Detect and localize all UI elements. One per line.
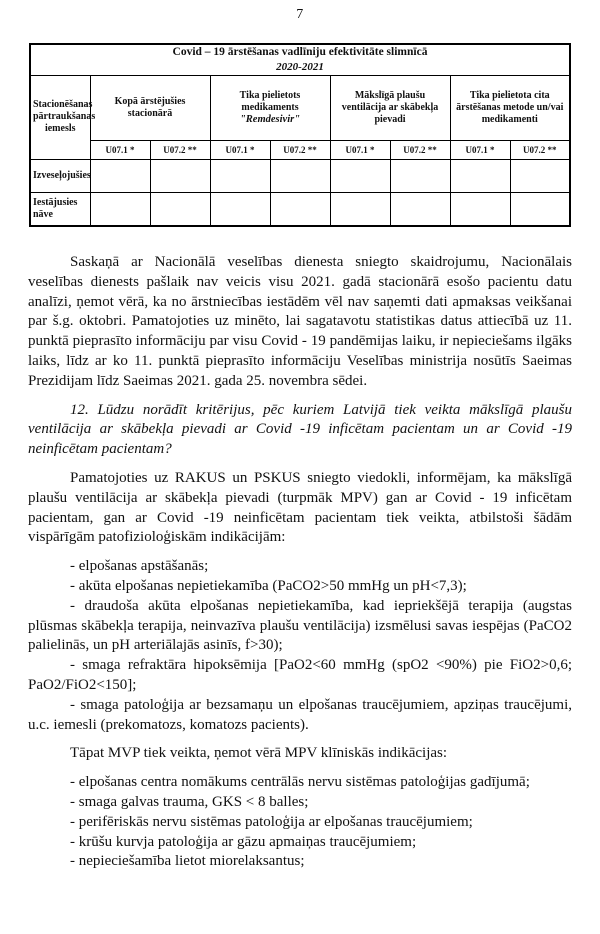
question-12: 12. Lūdzu norādīt kritērijus, pēc kuriem Latvijā tiek veikta mākslīgā plaušu ventilācija ar skābekļa pievadi ar Covid -19 inficētam pacientam un ar Covid -19 neinficētam pacientam? — [28, 401, 572, 458]
subheader-cell: U07.2 ** — [270, 140, 330, 159]
table-title: Covid – 19 ārstēšanas vadlīniju efektivitāte slimnīcā — [172, 46, 428, 58]
paragraph-rakus-pskus: Pamatojoties uz RAKUS un PSKUS sniegto viedokli, informējam, ka mākslīgā plaušu ventilācija ar skābekļa pievadi (turpmāk MPV) gan ar Covid - 19 inficētam pacientam, gan ar Covid -19 neinficētam pacientam tiek veikta, atbilstoši šādām vispārīgām patofizioloģiskām indikācijām: — [28, 469, 572, 546]
list-item: - draudoša akūta elpošanas nepietiekamība, kad iepriekšējā terapija (augstas plūsmas skābekļa terapija, neinvazīva plaušu ventilācija) izsmēlusi savas iespējas (PaCO2 palielinās, un pH arteriālajās asinīs, f>30); — [28, 597, 572, 654]
list-item: - elpošanas centra nomākums centrālās nervu sistēmas patoloģijas gadījumā; — [70, 774, 530, 791]
subheader-cell: U07.1 * — [210, 140, 270, 159]
table-cell — [150, 192, 210, 226]
subheader-cell: U07.2 ** — [150, 140, 210, 159]
list-item: - nepieciešamība lietot miorelaksantus; — [70, 853, 305, 870]
col-group-total: Kopā ārstējušies stacionārā — [90, 75, 210, 140]
table-subtitle: 2020-2021 — [276, 60, 324, 73]
table-cell — [90, 159, 150, 192]
list-item: - elpošanas apstāšanās; — [70, 558, 209, 575]
paragraph-mvp: Tāpat MVP tiek veikta, ņemot vērā MPV klīniskās indikācijas: — [70, 745, 448, 762]
row-label: Iestājusies nāve — [30, 192, 90, 226]
list-item: - perifēriskās nervu sistēmas patoloģija ar elpošanas traucējumiem; — [70, 813, 473, 830]
table-cell — [150, 159, 210, 192]
table-cell — [450, 192, 510, 226]
list-item: - krūšu kurvja patoloģija ar gāzu apmaiņas traucējumiem; — [70, 833, 417, 850]
table-cell — [330, 159, 390, 192]
col-group-remdesivir-label: Tika pielietots medikaments — [239, 89, 301, 113]
paragraph-nvd-explanation: Saskaņā ar Nacionālā veselības dienesta sniegto skaidrojumu, Nacionālais veselības dienests pašlaik nav veicis visu 2021. gadā stacionārā esošo pacientu datu analīzi, ņemot vērā, ka no ārstniecības iestādēm vēl nav saņemti dati apmaksas veikšanai par š.g. oktobri. Pamatojoties uz minēto, lai sagatavotu statistikas datus attiecībā uz 11. punktā pieprasīto informāciju par visu Covid - 19 pandēmijas laiku, ir nepieciešams ilgāks laiks, līdz ar ko 11. punktā pieprasīto informāciju Veselības ministrija nosūtīs Saeimas Prezidijam līdz Saeimas 2021. gada 25. novembra sēdei. — [28, 253, 572, 389]
subheader-cell: U07.2 ** — [390, 140, 450, 159]
row-label: Izveseļojušies — [30, 159, 90, 192]
subheader-cell: U07.1 * — [90, 140, 150, 159]
table-row-recovered — [30, 159, 570, 192]
list-item: - akūta elpošanas nepietiekamība (PaCO2>50 mmHg un pH<7,3); — [70, 577, 467, 594]
table-cell — [510, 192, 570, 226]
table-cell — [210, 192, 270, 226]
col-group-ventilation: Mākslīgā plaušu ventilācija ar skābekļa pievadi — [330, 75, 450, 140]
col-group-remdesivir — [210, 75, 330, 140]
table-cell — [90, 192, 150, 226]
col-group-other: Tika pielietota cita ārstēšanas metode un/vai medikamenti — [450, 75, 570, 140]
list-item: - smaga refraktāra hipoksēmija [PaO2<60 mmHg (spO2 <90%) pie FiO2>0,6; PaO2/FiO2<150]; — [28, 657, 572, 693]
row-header-cell: Stacionēšanas pārtraukšanas iemesls — [30, 75, 90, 159]
table-cell — [270, 159, 330, 192]
list-item: - smaga galvas trauma, GKS < 8 balles; — [70, 793, 309, 810]
subheader-row — [30, 140, 570, 159]
table-title-row — [30, 44, 570, 75]
table-cell — [330, 192, 390, 226]
column-group-row — [30, 75, 570, 140]
subheader-cell: U07.2 ** — [510, 140, 570, 159]
list-item: - smaga patoloģija ar bezsamaņu un elpošanas traucējumiem, apziņas traucējumi, u.c. iemesli (prekomatozs, komatozs pacients). — [28, 696, 572, 733]
table-cell — [390, 159, 450, 192]
subheader-cell: U07.1 * — [450, 140, 510, 159]
table-cell — [510, 159, 570, 192]
subheader-cell: U07.1 * — [330, 140, 390, 159]
table-cell — [270, 192, 330, 226]
covid-treatment-table — [29, 43, 571, 227]
table-cell — [450, 159, 510, 192]
table-row-deceased — [30, 192, 570, 226]
page-number: 7 — [296, 7, 304, 22]
table-title-cell — [30, 44, 570, 75]
table-cell — [210, 159, 270, 192]
remdesivir-name: "Remdesivir" — [239, 113, 301, 125]
body-text — [28, 253, 572, 872]
table-cell — [390, 192, 450, 226]
